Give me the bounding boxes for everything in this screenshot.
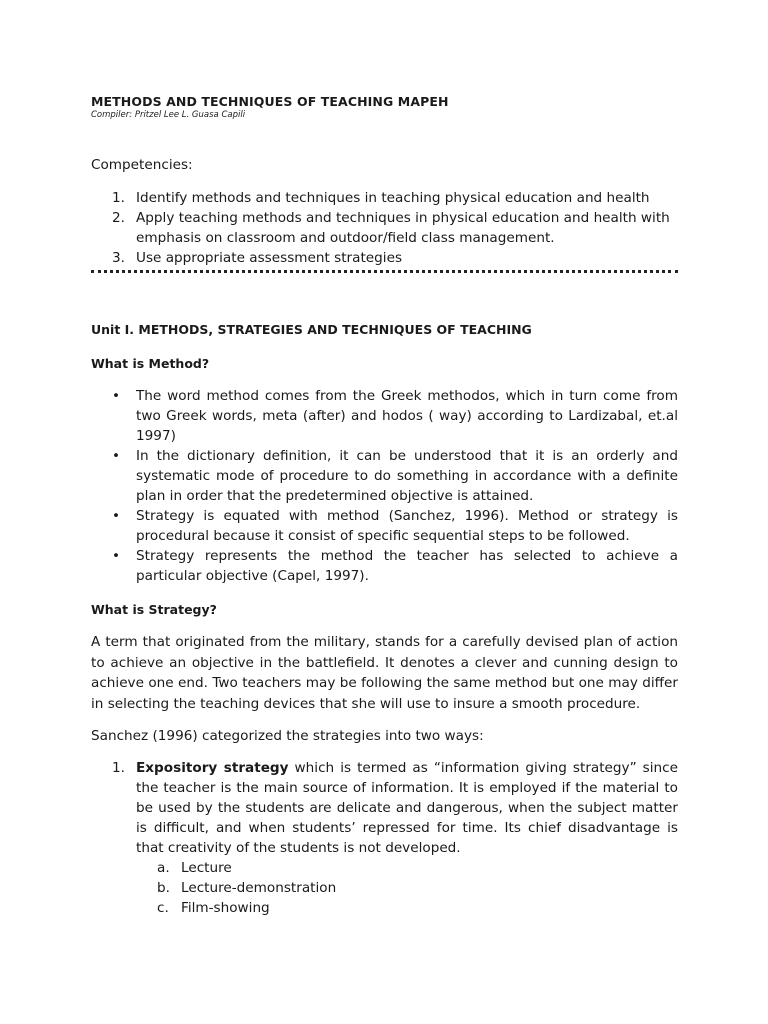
bullet-marker: • [112,388,121,404]
unit-heading: Unit I. METHODS, STRATEGIES AND TECHNIQUES OF TEACHING [91,322,532,337]
bullet-marker: • [112,448,121,464]
list-marker: 1. [112,760,125,776]
strategy-paragraph: A term that originated from the military, stands for a carefully devised plan of action to achieve an objective in the battlefield. It denotes a clever and cunning design to achieve one end. Two teachers may be following the same method but one may differ in selecting the teaching devices that she will use to insure a smooth procedure. [91,634,678,712]
list-marker: 1. [112,190,125,206]
examples-list [136,858,678,918]
competencies-list [91,188,678,268]
list-item-text: Lecture [181,860,232,876]
list-item-text: Identify methods and techniques in teaching physical education and health [136,190,650,206]
list-item [136,858,678,878]
list-item-text: Film-showing [181,900,270,916]
list-marker: a. [157,860,170,876]
list-item-text: Strategy is equated with method (Sanchez, 1996). Method or strategy is procedural because it consist of specific sequential steps to be followed. [136,508,678,544]
bullet-marker: • [112,508,121,524]
strategy-heading: What is Strategy? [91,602,217,617]
list-item [91,386,678,446]
list-item [91,188,678,208]
list-item [136,878,678,898]
list-marker: c. [157,900,169,916]
list-marker: b. [157,880,170,896]
strategy-term: Expository strategy [136,760,289,776]
list-item-text: In the dictionary definition, it can be understood that it is an orderly and systematic mode of procedure to do something in accordance with a definite plan in order that the predetermined objective is attained. [136,448,678,504]
strategies-list [91,758,678,918]
dotted-divider [91,270,678,273]
method-heading: What is Method? [91,356,210,371]
list-item [91,546,678,586]
list-item-text: The word method comes from the Greek methodos, which in turn come from two Greek words, meta (after) and hodos ( way) according to Lardizabal, et.al 1997) [136,388,678,444]
strategy-description: which is termed as “information giving strategy” since the teacher is the main source of information. It is employed if the material to be used by the students are delicate and dangerous, when the subject matter is difficult, and when students’ repressed for time. Its chief disadvantage is that creativity of the students is not developed. [136,760,678,856]
compiler-credit: Compiler: Pritzel Lee L. Guasa Capili [91,110,246,120]
list-item [91,208,678,248]
list-marker: 2. [112,210,125,226]
method-bullet-list [91,386,678,586]
bullet-marker: • [112,548,121,564]
list-item-text: Apply teaching methods and techniques in physical education and health with emphasis on classroom and outdoor/field class management. [136,210,670,246]
sanchez-paragraph: Sanchez (1996) categorized the strategies into two ways: [91,728,484,744]
list-item [91,506,678,546]
competencies-heading: Competencies: [91,157,193,173]
list-item-text: Lecture-demonstration [181,880,337,896]
list-item [91,758,678,918]
list-marker: 3. [112,250,125,266]
list-item [136,898,678,918]
document-title: METHODS AND TECHNIQUES OF TEACHING MAPEH [91,94,449,109]
list-item [91,248,678,268]
list-item [91,446,678,506]
list-item-text: Use appropriate assessment strategies [136,250,403,266]
list-item-text: Strategy represents the method the teacher has selected to achieve a particular objective (Capel, 1997). [136,548,678,584]
